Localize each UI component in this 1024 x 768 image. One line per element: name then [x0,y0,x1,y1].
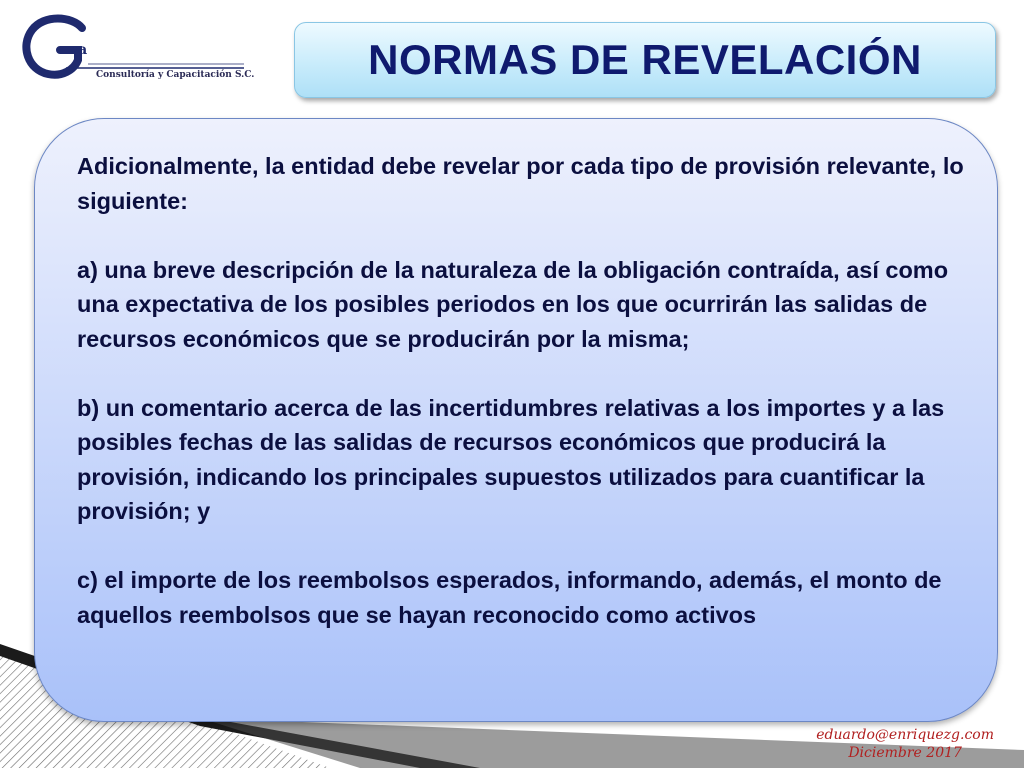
intro-paragraph: Adicionalmente, la entidad debe revelar por cada tipo de provisión relevante, lo siguiente: [77,153,964,214]
content-panel [34,118,998,722]
footer [816,726,994,762]
logo-letters: va [70,42,88,58]
footer-email: eduardo@enriquezg.com [816,727,994,743]
logo-subtitle: Consultoría y Capacitación S.C. [96,70,255,80]
item-c-paragraph: c) el importe de los reembolsos esperados, informando, además, el monto de aquellos reembolsos que se hayan reconocido como activos [77,567,942,628]
content-text [77,149,967,632]
page-title: NORMAS DE REVELACIÓN [368,36,922,83]
title-banner [294,22,996,98]
company-logo [22,12,255,87]
item-a-paragraph: a) una breve descripción de la naturaleza de la obligación contraída, así como una expectativa de los posibles periodos en los que ocurrirán las salidas de recursos económicos que se producirán por la misma; [77,256,949,352]
footer-date: Diciembre 2017 [848,745,962,761]
item-b-paragraph: b) un comentario acerca de las incertidumbres relativas a los importes y a las posibles fechas de las salidas de recursos económicos que producirá la provisión, indicando los principales supuestos utilizados para cuantificar la provisión; y [77,394,945,524]
